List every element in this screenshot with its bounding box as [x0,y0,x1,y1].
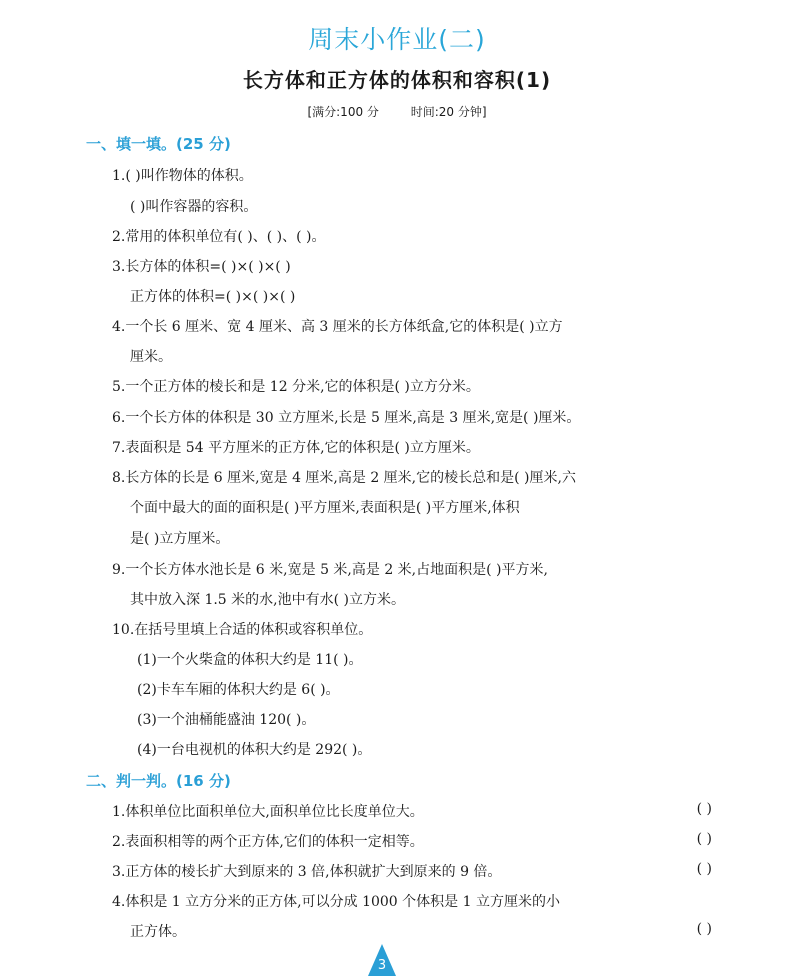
question-line: 6.一个长方体的体积是 30 立方厘米,长是 5 厘米,高是 3 厘米,宽是( )厘米。 [112,410,581,426]
answer-paren: ( ) [696,861,712,877]
section-fill-heading: 一、填一填。(25 分) [86,135,231,153]
question-line: 3.长方体的体积=( )×( )×( ) [112,259,291,275]
judge-item [130,921,712,941]
section-judge-heading: 二、判一判。(16 分) [86,772,231,790]
answer-paren: ( ) [696,801,712,817]
question-subline: (4)一台电视机的体积大约是 292( )。 [137,742,372,758]
score-time-info [0,103,794,120]
question-line: 其中放入深 1.5 米的水,池中有水( )立方米。 [130,592,405,608]
judge-text: 3.正方体的棱长扩大到原来的 3 倍,体积就扩大到原来的 9 倍。 [112,864,502,880]
judge-item [112,861,712,881]
question-line: 2.常用的体积单位有( )、( )、( )。 [112,229,326,245]
question-line: 是( )立方厘米。 [130,531,230,547]
answer-paren: ( ) [696,921,712,937]
question-subline: (3)一个油桶能盛油 120( )。 [137,712,316,728]
question-line: 9.一个长方体水池长是 6 米,宽是 5 米,高是 2 米,占地面积是( )平方米, [112,562,548,578]
question-line: 1.( )叫作物体的体积。 [112,168,253,184]
question-line: 10.在括号里填上合适的体积或容积单位。 [112,622,373,638]
judge-text: 4.体积是 1 立方分米的正方体,可以分成 1000 个体积是 1 立方厘米的小 [112,894,560,910]
full-score: [满分:100 分 [307,105,379,119]
judge-item [112,801,712,821]
page-number: 3 [377,958,387,973]
page-title: 周末小作业(二) [308,25,486,54]
page-subtitle: 长方体和正方体的体积和容积(1) [242,68,552,92]
answer-paren: ( ) [696,831,712,847]
time-limit: 时间:20 分钟] [410,105,487,119]
question-line: 5.一个正方体的棱长和是 12 分米,它的体积是( )立方分米。 [112,379,480,395]
judge-text: 1.体积单位比面积单位大,面积单位比长度单位大。 [112,804,424,820]
judge-text: 2.表面积相等的两个正方体,它们的体积一定相等。 [112,834,424,850]
question-line: 正方体的体积=( )×( )×( ) [130,289,296,305]
question-line: 厘米。 [130,349,172,365]
question-subline: (2)卡车车厢的体积大约是 6( )。 [137,682,340,698]
judge-item [112,891,712,911]
judge-item [112,831,712,851]
question-line: 4.一个长 6 厘米、宽 4 厘米、高 3 厘米的长方体纸盒,它的体积是( )立方 [112,319,563,335]
judge-text: 正方体。 [130,924,186,940]
question-line: 个面中最大的面的面积是( )平方厘米,表面积是( )平方厘米,体积 [130,500,520,516]
question-line: 7.表面积是 54 平方厘米的正方体,它的体积是( )立方厘米。 [112,440,480,456]
question-line: 8.长方体的长是 6 厘米,宽是 4 厘米,高是 2 厘米,它的棱长总和是( )厘米,六 [112,470,576,486]
question-line: ( )叫作容器的容积。 [130,199,258,215]
question-subline: (1)一个火柴盒的体积大约是 11( )。 [137,652,363,668]
page-number-badge [362,936,402,976]
